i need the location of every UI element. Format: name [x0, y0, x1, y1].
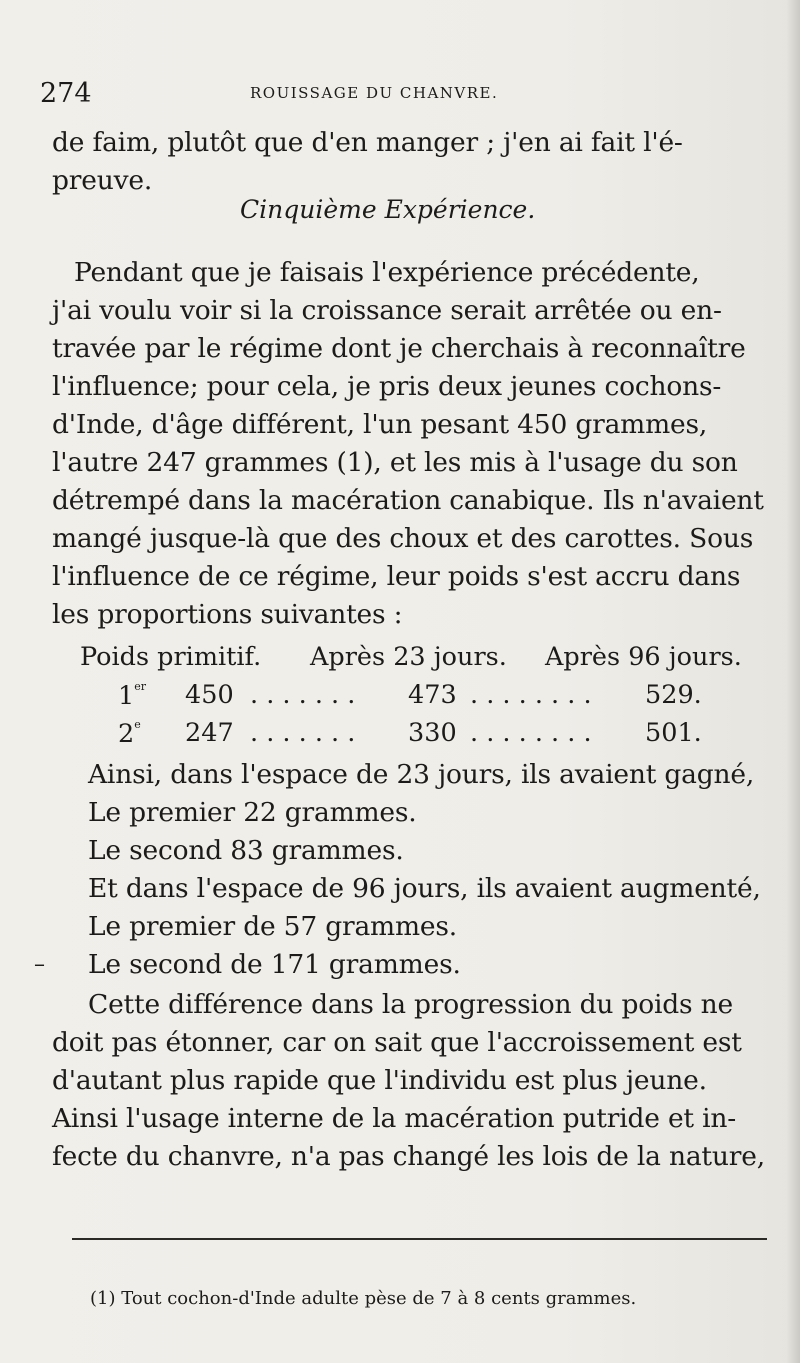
leader-dots: . . . . . . . .	[470, 718, 592, 748]
text-line: d'Inde, d'âge différent, l'un pesant 450 grammes,	[52, 409, 708, 440]
text-line: détrempé dans la macération canabique. Ils n'avaient	[52, 485, 764, 516]
text-line: Ainsi l'usage interne de la macération putride et in-	[52, 1103, 736, 1134]
text-line: Ainsi, dans l'espace de 23 jours, ils avaient gagné,	[88, 759, 755, 790]
text-line: l'influence; pour cela, je pris deux jeunes cochons-	[52, 371, 722, 402]
table-header: Poids primitif.	[80, 642, 262, 672]
text-line: j'ai voulu voir si la croissance serait arrêtée ou en-	[52, 295, 722, 326]
footnote: (1) Tout cochon-d'Inde adulte pèse de 7 à 8 cents grammes.	[90, 1288, 637, 1309]
row-ordinal: 1er	[118, 680, 147, 711]
page-edge-shadow	[786, 0, 800, 1363]
table-cell: 529.	[645, 680, 702, 710]
text-line: de faim, plutôt que d'en manger ; j'en ai fait l'é-	[52, 127, 683, 158]
text-line: l'autre 247 grammes (1), et les mis à l'usage du son	[52, 447, 738, 478]
leader-dots: . . . . . . . .	[470, 680, 592, 710]
row-ordinal: 2e	[118, 718, 141, 749]
running-title: ROUISSAGE DU CHANVRE.	[250, 84, 499, 102]
leader-dots: . . . . . . .	[250, 718, 356, 748]
text-line: mangé jusque-là que des choux et des carottes. Sous	[52, 523, 754, 554]
text-line: les proportions suivantes :	[52, 599, 403, 630]
table-cell: 473	[408, 680, 457, 710]
text-line: Le second 83 grammes.	[88, 835, 404, 866]
text-line: Et dans l'espace de 96 jours, ils avaient augmenté,	[88, 873, 761, 904]
section-title: Cinquième Expérience.	[240, 195, 536, 224]
table-cell: 501.	[645, 718, 702, 748]
text-line: Le second de 171 grammes.	[88, 949, 461, 980]
margin-mark: –	[34, 952, 45, 977]
text-line: Cette différence dans la progression du poids ne	[88, 989, 734, 1020]
page-header	[40, 78, 770, 108]
table-header: Après 96 jours.	[545, 642, 742, 672]
leader-dots: . . . . . . .	[250, 680, 356, 710]
text-line: l'influence de ce régime, leur poids s'est accru dans	[52, 561, 741, 592]
table-cell: 247	[185, 718, 234, 748]
text-line: Le premier de 57 grammes.	[88, 911, 458, 942]
text-line: Pendant que je faisais l'expérience précédente,	[74, 257, 700, 288]
text-line: d'autant plus rapide que l'individu est plus jeune.	[52, 1065, 707, 1096]
page-number: 274	[40, 78, 92, 109]
text-line: Le premier 22 grammes.	[88, 797, 417, 828]
table-header: Après 23 jours.	[310, 642, 507, 672]
text-line: preuve.	[52, 165, 153, 196]
footnote-rule	[72, 1238, 767, 1240]
text-line: travée par le régime dont je cherchais à reconnaître	[52, 333, 746, 364]
table-cell: 450	[185, 680, 234, 710]
text-line: fecte du chanvre, n'a pas changé les lois de la nature,	[52, 1141, 765, 1172]
text-line: doit pas étonner, car on sait que l'accroissement est	[52, 1027, 742, 1058]
table-cell: 330	[408, 718, 457, 748]
